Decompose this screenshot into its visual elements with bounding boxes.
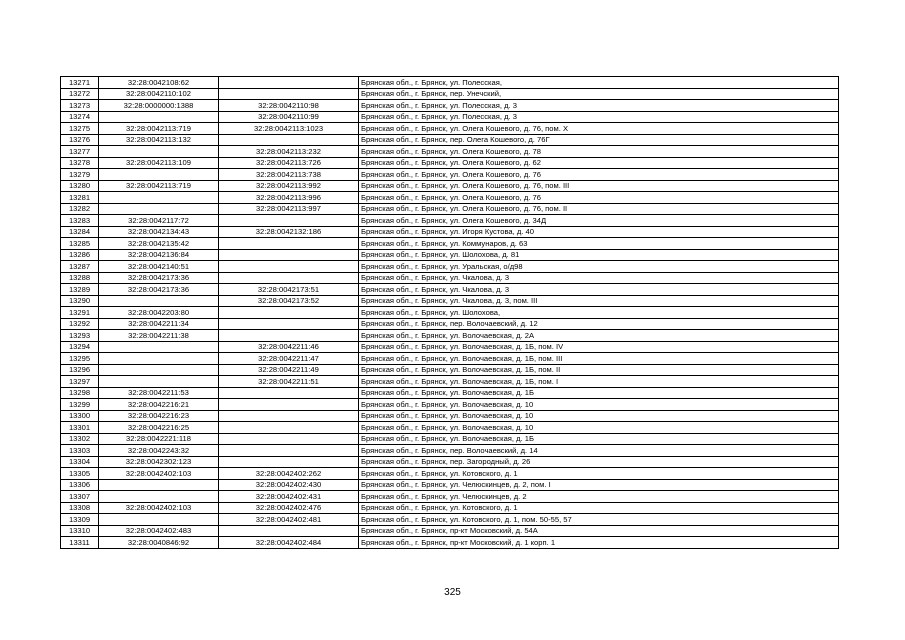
table-row — [61, 376, 839, 388]
object-cadastral-number-cell: 32:28:0042402:484 — [219, 537, 359, 549]
row-number-cell: 13294 — [61, 341, 99, 353]
cadastral-number-cell: 32:28:0042211:38 — [99, 330, 219, 342]
cadastral-number-cell: 32:28:0042136:84 — [99, 249, 219, 261]
table-row — [61, 100, 839, 112]
table-row — [61, 399, 839, 411]
address-cell: Брянская обл., г. Брянск, ул. Волочаевская, д. 10 — [359, 399, 839, 411]
row-number-cell: 13282 — [61, 203, 99, 215]
cadastral-number-cell: 32:28:0042221:118 — [99, 433, 219, 445]
table-row — [61, 537, 839, 549]
object-cadastral-number-cell: 32:28:0042113:1023 — [219, 123, 359, 135]
address-cell: Брянская обл., г. Брянск, ул. Чкалова, д. 3, пом. III — [359, 295, 839, 307]
address-cell: Брянская обл., г. Брянск, пер. Олега Кошевого, д. 76Г — [359, 134, 839, 146]
table-row — [61, 353, 839, 365]
table-row — [61, 88, 839, 100]
cadastral-number-cell — [99, 376, 219, 388]
address-cell: Брянская обл., г. Брянск, ул. Волочаевская, д. 1Б, пом. II — [359, 364, 839, 376]
row-number-cell: 13276 — [61, 134, 99, 146]
object-cadastral-number-cell: 32:28:0042113:726 — [219, 157, 359, 169]
address-cell: Брянская обл., г. Брянск, ул. Коммунаров, д. 63 — [359, 238, 839, 250]
address-cell: Брянская обл., г. Брянск, ул. Шолохова, д. 81 — [359, 249, 839, 261]
table-row — [61, 330, 839, 342]
object-cadastral-number-cell — [219, 525, 359, 537]
object-cadastral-number-cell — [219, 399, 359, 411]
table-row — [61, 111, 839, 123]
row-number-cell: 13274 — [61, 111, 99, 123]
row-number-cell: 13275 — [61, 123, 99, 135]
table-row — [61, 491, 839, 503]
object-cadastral-number-cell — [219, 134, 359, 146]
table-row — [61, 525, 839, 537]
object-cadastral-number-cell: 32:28:0042402:262 — [219, 468, 359, 480]
object-cadastral-number-cell — [219, 422, 359, 434]
object-cadastral-number-cell — [219, 387, 359, 399]
address-cell: Брянская обл., г. Брянск, ул. Волочаевская, д. 1Б, пом. III — [359, 353, 839, 365]
table-row — [61, 192, 839, 204]
object-cadastral-number-cell: 32:28:0042402:476 — [219, 502, 359, 514]
address-cell: Брянская обл., г. Брянск, ул. Игоря Кустова, д. 40 — [359, 226, 839, 238]
row-number-cell: 13291 — [61, 307, 99, 319]
address-cell: Брянская обл., г. Брянск, ул. Полесская, — [359, 77, 839, 89]
table-row — [61, 387, 839, 399]
row-number-cell: 13287 — [61, 261, 99, 273]
row-number-cell: 13306 — [61, 479, 99, 491]
address-cell: Брянская обл., г. Брянск, пер. Унечский, — [359, 88, 839, 100]
row-number-cell: 13311 — [61, 537, 99, 549]
address-cell: Брянская обл., г. Брянск, ул. Котовского, д. 1 — [359, 468, 839, 480]
row-number-cell: 13290 — [61, 295, 99, 307]
row-number-cell: 13307 — [61, 491, 99, 503]
table-row — [61, 468, 839, 480]
table-row — [61, 318, 839, 330]
cadastral-number-cell: 32:28:0042216:23 — [99, 410, 219, 422]
object-cadastral-number-cell — [219, 445, 359, 457]
table-row — [61, 502, 839, 514]
object-cadastral-number-cell: 32:28:0042211:47 — [219, 353, 359, 365]
row-number-cell: 13305 — [61, 468, 99, 480]
row-number-cell: 13303 — [61, 445, 99, 457]
object-cadastral-number-cell — [219, 456, 359, 468]
object-cadastral-number-cell — [219, 238, 359, 250]
object-cadastral-number-cell — [219, 215, 359, 227]
row-number-cell: 13281 — [61, 192, 99, 204]
cadastral-number-cell — [99, 364, 219, 376]
address-cell: Брянская обл., г. Брянск, пер. Волочаевский, д. 12 — [359, 318, 839, 330]
row-number-cell: 13277 — [61, 146, 99, 158]
cadastral-number-cell: 32:28:0042117:72 — [99, 215, 219, 227]
cadastral-number-cell: 32:28:0042243:32 — [99, 445, 219, 457]
row-number-cell: 13297 — [61, 376, 99, 388]
address-cell: Брянская обл., г. Брянск, пер. Загородный, д. 26 — [359, 456, 839, 468]
cadastral-number-cell — [99, 146, 219, 158]
cadastral-number-cell — [99, 203, 219, 215]
address-cell: Брянская обл., г. Брянск, пер. Волочаевский, д. 14 — [359, 445, 839, 457]
row-number-cell: 13273 — [61, 100, 99, 112]
row-number-cell: 13279 — [61, 169, 99, 181]
address-cell: Брянская обл., г. Брянск, ул. Олега Кошевого, д. 76 — [359, 169, 839, 181]
row-number-cell: 13308 — [61, 502, 99, 514]
row-number-cell: 13298 — [61, 387, 99, 399]
table-row — [61, 238, 839, 250]
address-cell: Брянская обл., г. Брянск, ул. Олега Кошевого, д. 76, пом. III — [359, 180, 839, 192]
row-number-cell: 13304 — [61, 456, 99, 468]
cadastral-number-cell: 32:28:0000000:1388 — [99, 100, 219, 112]
table-row — [61, 514, 839, 526]
object-cadastral-number-cell — [219, 318, 359, 330]
row-number-cell: 13296 — [61, 364, 99, 376]
table-body — [61, 77, 839, 549]
cadastral-number-cell: 32:28:0042110:102 — [99, 88, 219, 100]
table-row — [61, 272, 839, 284]
address-cell: Брянская обл., г. Брянск, ул. Полесская, д. 3 — [359, 111, 839, 123]
row-number-cell: 13292 — [61, 318, 99, 330]
object-cadastral-number-cell — [219, 330, 359, 342]
cadastral-number-cell — [99, 169, 219, 181]
object-cadastral-number-cell: 32:28:0042173:52 — [219, 295, 359, 307]
row-number-cell: 13271 — [61, 77, 99, 89]
table-row — [61, 226, 839, 238]
row-number-cell: 13272 — [61, 88, 99, 100]
cadastral-number-cell: 32:28:0042402:483 — [99, 525, 219, 537]
object-cadastral-number-cell: 32:28:0042110:99 — [219, 111, 359, 123]
object-cadastral-number-cell: 32:28:0042110:98 — [219, 100, 359, 112]
row-number-cell: 13288 — [61, 272, 99, 284]
cadastral-number-cell — [99, 341, 219, 353]
object-cadastral-number-cell: 32:28:0042113:997 — [219, 203, 359, 215]
row-number-cell: 13293 — [61, 330, 99, 342]
address-cell: Брянская обл., г. Брянск, ул. Олега Кошевого, д. 78 — [359, 146, 839, 158]
table-row — [61, 77, 839, 89]
object-cadastral-number-cell: 32:28:0042402:481 — [219, 514, 359, 526]
row-number-cell: 13299 — [61, 399, 99, 411]
cadastral-number-cell: 32:28:0040846:92 — [99, 537, 219, 549]
address-cell: Брянская обл., г. Брянск, ул. Чкалова, д. 3 — [359, 284, 839, 296]
table-row — [61, 203, 839, 215]
table-row — [61, 445, 839, 457]
address-cell: Брянская обл., г. Брянск, ул. Шолохова, — [359, 307, 839, 319]
cadastral-number-cell: 32:28:0042203:80 — [99, 307, 219, 319]
object-cadastral-number-cell: 32:28:0042132:186 — [219, 226, 359, 238]
row-number-cell: 13289 — [61, 284, 99, 296]
address-cell: Брянская обл., г. Брянск, ул. Котовского, д. 1 — [359, 502, 839, 514]
row-number-cell: 13310 — [61, 525, 99, 537]
row-number-cell: 13280 — [61, 180, 99, 192]
object-cadastral-number-cell: 32:28:0042173:51 — [219, 284, 359, 296]
object-cadastral-number-cell — [219, 433, 359, 445]
object-cadastral-number-cell: 32:28:0042211:46 — [219, 341, 359, 353]
table-row — [61, 341, 839, 353]
cadastral-number-cell — [99, 491, 219, 503]
row-number-cell: 13286 — [61, 249, 99, 261]
cadastral-number-cell — [99, 514, 219, 526]
cadastral-number-cell: 32:28:0042173:36 — [99, 272, 219, 284]
address-cell: Брянская обл., г. Брянск, ул. Волочаевская, д. 10 — [359, 422, 839, 434]
address-cell: Брянская обл., г. Брянск, ул. Волочаевская, д. 1Б — [359, 387, 839, 399]
table-row — [61, 364, 839, 376]
cadastral-number-cell — [99, 353, 219, 365]
table-row — [61, 169, 839, 181]
row-number-cell: 13295 — [61, 353, 99, 365]
table-row — [61, 456, 839, 468]
table-row — [61, 295, 839, 307]
row-number-cell: 13285 — [61, 238, 99, 250]
table-row — [61, 433, 839, 445]
cadastral-number-cell: 32:28:0042173:36 — [99, 284, 219, 296]
cadastral-number-cell: 32:28:0042211:53 — [99, 387, 219, 399]
address-cell: Брянская обл., г. Брянск, ул. Олега Кошевого, д. 76, пом. II — [359, 203, 839, 215]
table-row — [61, 410, 839, 422]
address-cell: Брянская обл., г. Брянск, ул. Олега Кошевого, д. 76, пом. X — [359, 123, 839, 135]
row-number-cell: 13284 — [61, 226, 99, 238]
table-row — [61, 479, 839, 491]
object-cadastral-number-cell — [219, 410, 359, 422]
object-cadastral-number-cell: 32:28:0042113:996 — [219, 192, 359, 204]
row-number-cell: 13278 — [61, 157, 99, 169]
cadastral-number-cell: 32:28:0042216:21 — [99, 399, 219, 411]
table-row — [61, 157, 839, 169]
cadastral-number-cell: 32:28:0042302:123 — [99, 456, 219, 468]
table-row — [61, 249, 839, 261]
property-register-table — [60, 76, 839, 549]
cadastral-number-cell: 32:28:0042113:109 — [99, 157, 219, 169]
address-cell: Брянская обл., г. Брянск, ул. Котовского, д. 1, пом. 50-55, 57 — [359, 514, 839, 526]
cadastral-number-cell: 32:28:0042135:42 — [99, 238, 219, 250]
object-cadastral-number-cell: 32:28:0042402:430 — [219, 479, 359, 491]
cadastral-number-cell — [99, 192, 219, 204]
table-row — [61, 284, 839, 296]
cadastral-number-cell: 32:28:0042113:719 — [99, 123, 219, 135]
row-number-cell: 13283 — [61, 215, 99, 227]
cadastral-number-cell — [99, 479, 219, 491]
table-row — [61, 123, 839, 135]
object-cadastral-number-cell — [219, 77, 359, 89]
row-number-cell: 13309 — [61, 514, 99, 526]
address-cell: Брянская обл., г. Брянск, ул. Волочаевская, д. 1Б, пом. I — [359, 376, 839, 388]
cadastral-number-cell: 32:28:0042134:43 — [99, 226, 219, 238]
address-cell: Брянская обл., г. Брянск, ул. Волочаевская, д. 2А — [359, 330, 839, 342]
table-row — [61, 134, 839, 146]
address-cell: Брянская обл., г. Брянск, ул. Уральская, о/д98 — [359, 261, 839, 273]
object-cadastral-number-cell — [219, 88, 359, 100]
cadastral-number-cell: 32:28:0042140:51 — [99, 261, 219, 273]
address-cell: Брянская обл., г. Брянск, пр-кт Московский, д. 1 корп. 1 — [359, 537, 839, 549]
address-cell: Брянская обл., г. Брянск, ул. Олега Кошевого, д. 76 — [359, 192, 839, 204]
cadastral-number-cell: 32:28:0042108:62 — [99, 77, 219, 89]
table-row — [61, 422, 839, 434]
address-cell: Брянская обл., г. Брянск, ул. Волочаевская, д. 1Б — [359, 433, 839, 445]
object-cadastral-number-cell: 32:28:0042211:51 — [219, 376, 359, 388]
address-cell: Брянская обл., г. Брянск, ул. Чкалова, д. 3 — [359, 272, 839, 284]
address-cell: Брянская обл., г. Брянск, ул. Челюскинцев, д. 2, пом. I — [359, 479, 839, 491]
table-row — [61, 261, 839, 273]
address-cell: Брянская обл., г. Брянск, ул. Олега Кошевого, д. 62 — [359, 157, 839, 169]
object-cadastral-number-cell — [219, 307, 359, 319]
address-cell: Брянская обл., г. Брянск, ул. Волочаевская, д. 10 — [359, 410, 839, 422]
object-cadastral-number-cell: 32:28:0042113:232 — [219, 146, 359, 158]
object-cadastral-number-cell — [219, 249, 359, 261]
cadastral-number-cell: 32:28:0042113:719 — [99, 180, 219, 192]
address-cell: Брянская обл., г. Брянск, ул. Олега Кошевого, д. 34Д — [359, 215, 839, 227]
address-cell: Брянская обл., г. Брянск, пр-кт Московский, д. 54А — [359, 525, 839, 537]
cadastral-number-cell: 32:28:0042216:25 — [99, 422, 219, 434]
table-row — [61, 146, 839, 158]
object-cadastral-number-cell — [219, 272, 359, 284]
object-cadastral-number-cell: 32:28:0042113:738 — [219, 169, 359, 181]
row-number-cell: 13300 — [61, 410, 99, 422]
row-number-cell: 13302 — [61, 433, 99, 445]
object-cadastral-number-cell: 32:28:0042113:992 — [219, 180, 359, 192]
address-cell: Брянская обл., г. Брянск, ул. Волочаевская, д. 1Б, пом. IV — [359, 341, 839, 353]
cadastral-number-cell — [99, 295, 219, 307]
object-cadastral-number-cell: 32:28:0042211:49 — [219, 364, 359, 376]
object-cadastral-number-cell: 32:28:0042402:431 — [219, 491, 359, 503]
table-row — [61, 215, 839, 227]
cadastral-number-cell: 32:28:0042113:132 — [99, 134, 219, 146]
row-number-cell: 13301 — [61, 422, 99, 434]
cadastral-number-cell: 32:28:0042402:103 — [99, 468, 219, 480]
cadastral-number-cell — [99, 111, 219, 123]
table-row — [61, 307, 839, 319]
address-cell: Брянская обл., г. Брянск, ул. Челюскинцев, д. 2 — [359, 491, 839, 503]
cadastral-number-cell: 32:28:0042402:103 — [99, 502, 219, 514]
object-cadastral-number-cell — [219, 261, 359, 273]
page-number: 325 — [444, 587, 461, 598]
cadastral-number-cell: 32:28:0042211:34 — [99, 318, 219, 330]
address-cell: Брянская обл., г. Брянск, ул. Полесская, д. 3 — [359, 100, 839, 112]
table-row — [61, 180, 839, 192]
